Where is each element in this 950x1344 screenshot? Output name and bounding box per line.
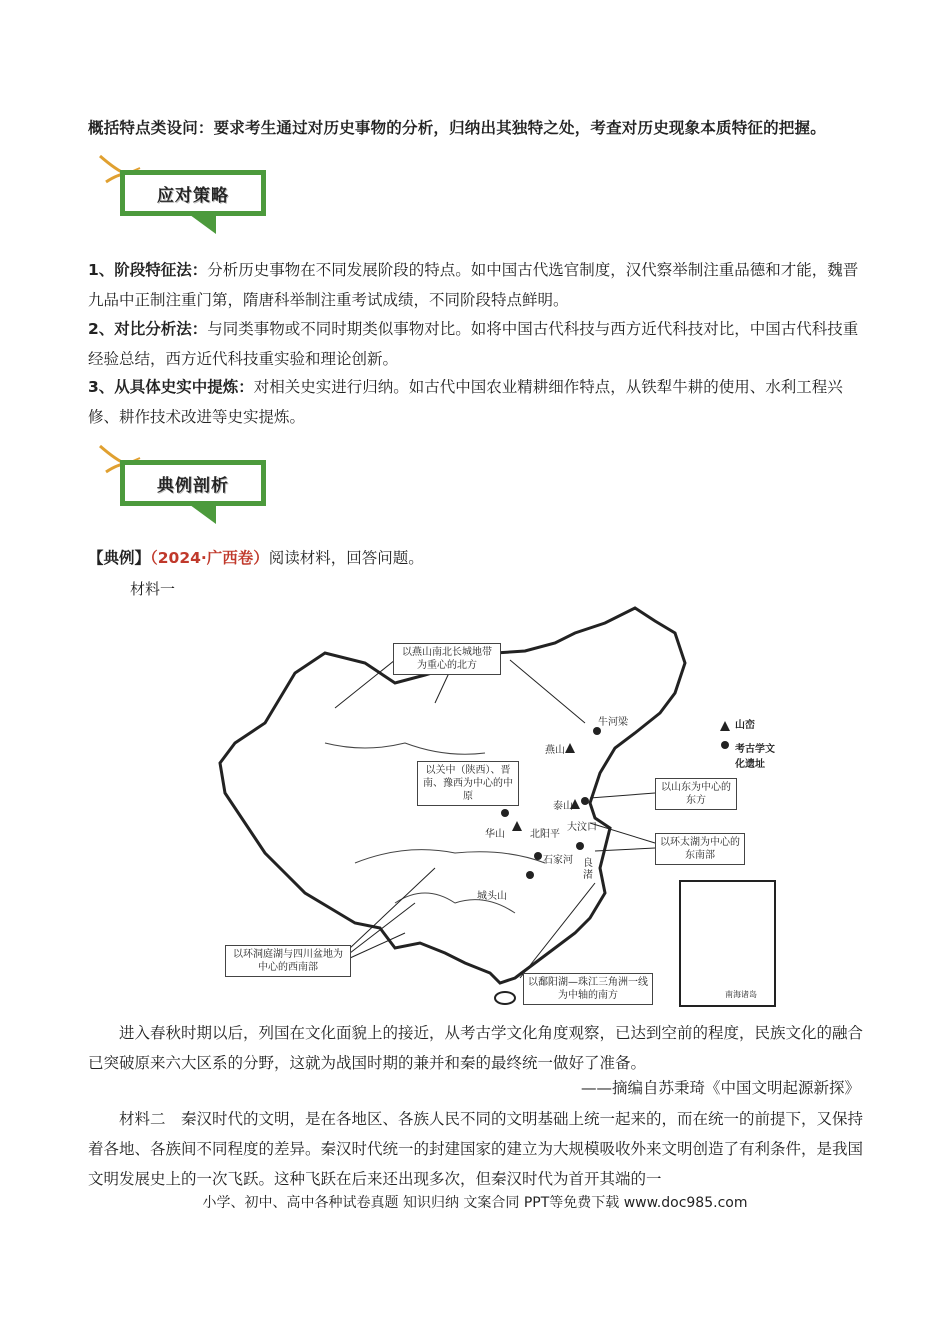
strategy-text: 与同类事物或不同时期类似事物对比。如将中国古代科技与西方近代科技对比，中国古代科技重经验总结，西方近代科技重实验和理论创新。: [88, 320, 859, 368]
place-dawenkou: 大汶口: [567, 822, 597, 833]
place-niuheliang: 牛河梁: [598, 717, 628, 728]
place-huashan: 华山: [485, 829, 505, 840]
place-yanshan: 燕山: [545, 745, 565, 756]
section-banner-example: [88, 442, 288, 532]
strategy-1: [88, 255, 863, 315]
footer-ad: 小学、初中、高中各种试卷真题 知识归纳 文案合同 PPT等免费下载 www.doc985.com: [202, 1195, 748, 1211]
place-nanhai: 南海诸岛: [725, 990, 757, 999]
strategy-text: 对相关史实进行归纳。如古代中国农业精耕细作特点，从铁犁牛耕的使用、水利工程兴修、耕作技术改进等史实提炼。: [88, 378, 843, 426]
example-source: （2024·广西卷）: [150, 549, 269, 567]
material-1-label: 材料一: [130, 580, 176, 598]
map-label-southwest: 以环洞庭湖与四川盆地为中心的西南部: [225, 945, 351, 977]
banner-title: 典例剖析: [157, 475, 229, 496]
strategy-label: 2、对比分析法：: [88, 320, 208, 338]
strategy-text: 分析历史事物在不同发展阶段的特点。如中国古代选官制度，汉代察举制注重品德和才能，魏晋九品中正制注重门第，隋唐科举制注重考试成绩，不同阶段特点鲜明。: [88, 261, 859, 309]
material-2-text: 材料二 秦汉时代的文明，是在各地区、各族人民不同的文明基础上统一起来的，而在统一的前提下，又保持着各地、各族间不同程度的差异。秦汉时代统一的封建国家的建立为大规模吸收外来文明创造了有利条件，是我国文明发展史上的一次飞跃。这种飞跃在后来还出现多次，但秦汉时代为首开其端的一: [88, 1110, 864, 1188]
place-liangzhu: 良渚: [583, 858, 593, 881]
section-banner-strategy: [88, 152, 288, 242]
citation: ——摘编自苏秉琦《中国文明起源新探》: [580, 1079, 860, 1097]
legend-site-label: 考古学文化遗址: [735, 744, 775, 770]
intro-text: 概括特点类设问：要求考生通过对历史事物的分析，归纳出其独特之处，考查对历史现象本质特征的把握。: [88, 119, 826, 137]
china-culture-map: [205, 603, 780, 1013]
place-taishan: 泰山: [553, 801, 573, 812]
example-tag: 【典例】: [88, 549, 151, 567]
place-shijiahe: 石家河: [543, 855, 573, 866]
strategy-label: 1、阶段特征法：: [88, 261, 208, 279]
material-1-text: 进入春秋时期以后，列国在文化面貌上的接近，从考古学文化角度观察，已达到空前的程度，民族文化的融合已突破原来六大区系的分野，这就为战国时期的兼并和秦的最终统一做好了准备。: [88, 1024, 864, 1072]
banner-title: 应对策略: [157, 185, 229, 206]
map-label-north: 以燕山南北长城地带为重心的北方: [393, 643, 501, 675]
map-label-east: 以山东为中心的东方: [655, 778, 737, 810]
strategy-2: [88, 314, 863, 374]
strategy-3: [88, 372, 863, 432]
place-chengtoushan: 城头山: [477, 891, 507, 902]
example-prompt: 阅读材料，回答问题。: [268, 549, 424, 567]
map-label-south: 以鄱阳湖—珠江三角洲一线为中轴的南方: [523, 973, 653, 1005]
strategy-label: 3、从具体史实中提炼：: [88, 378, 254, 396]
map-label-central: 以关中（陕西）、晋南、豫西为中心的中原: [417, 761, 519, 806]
legend-mountain-label: 山峦: [735, 720, 755, 731]
place-beiyangping: 北阳平: [530, 829, 560, 840]
map-label-southeast: 以环太湖为中心的东南部: [655, 833, 745, 865]
example-heading: [88, 546, 424, 568]
